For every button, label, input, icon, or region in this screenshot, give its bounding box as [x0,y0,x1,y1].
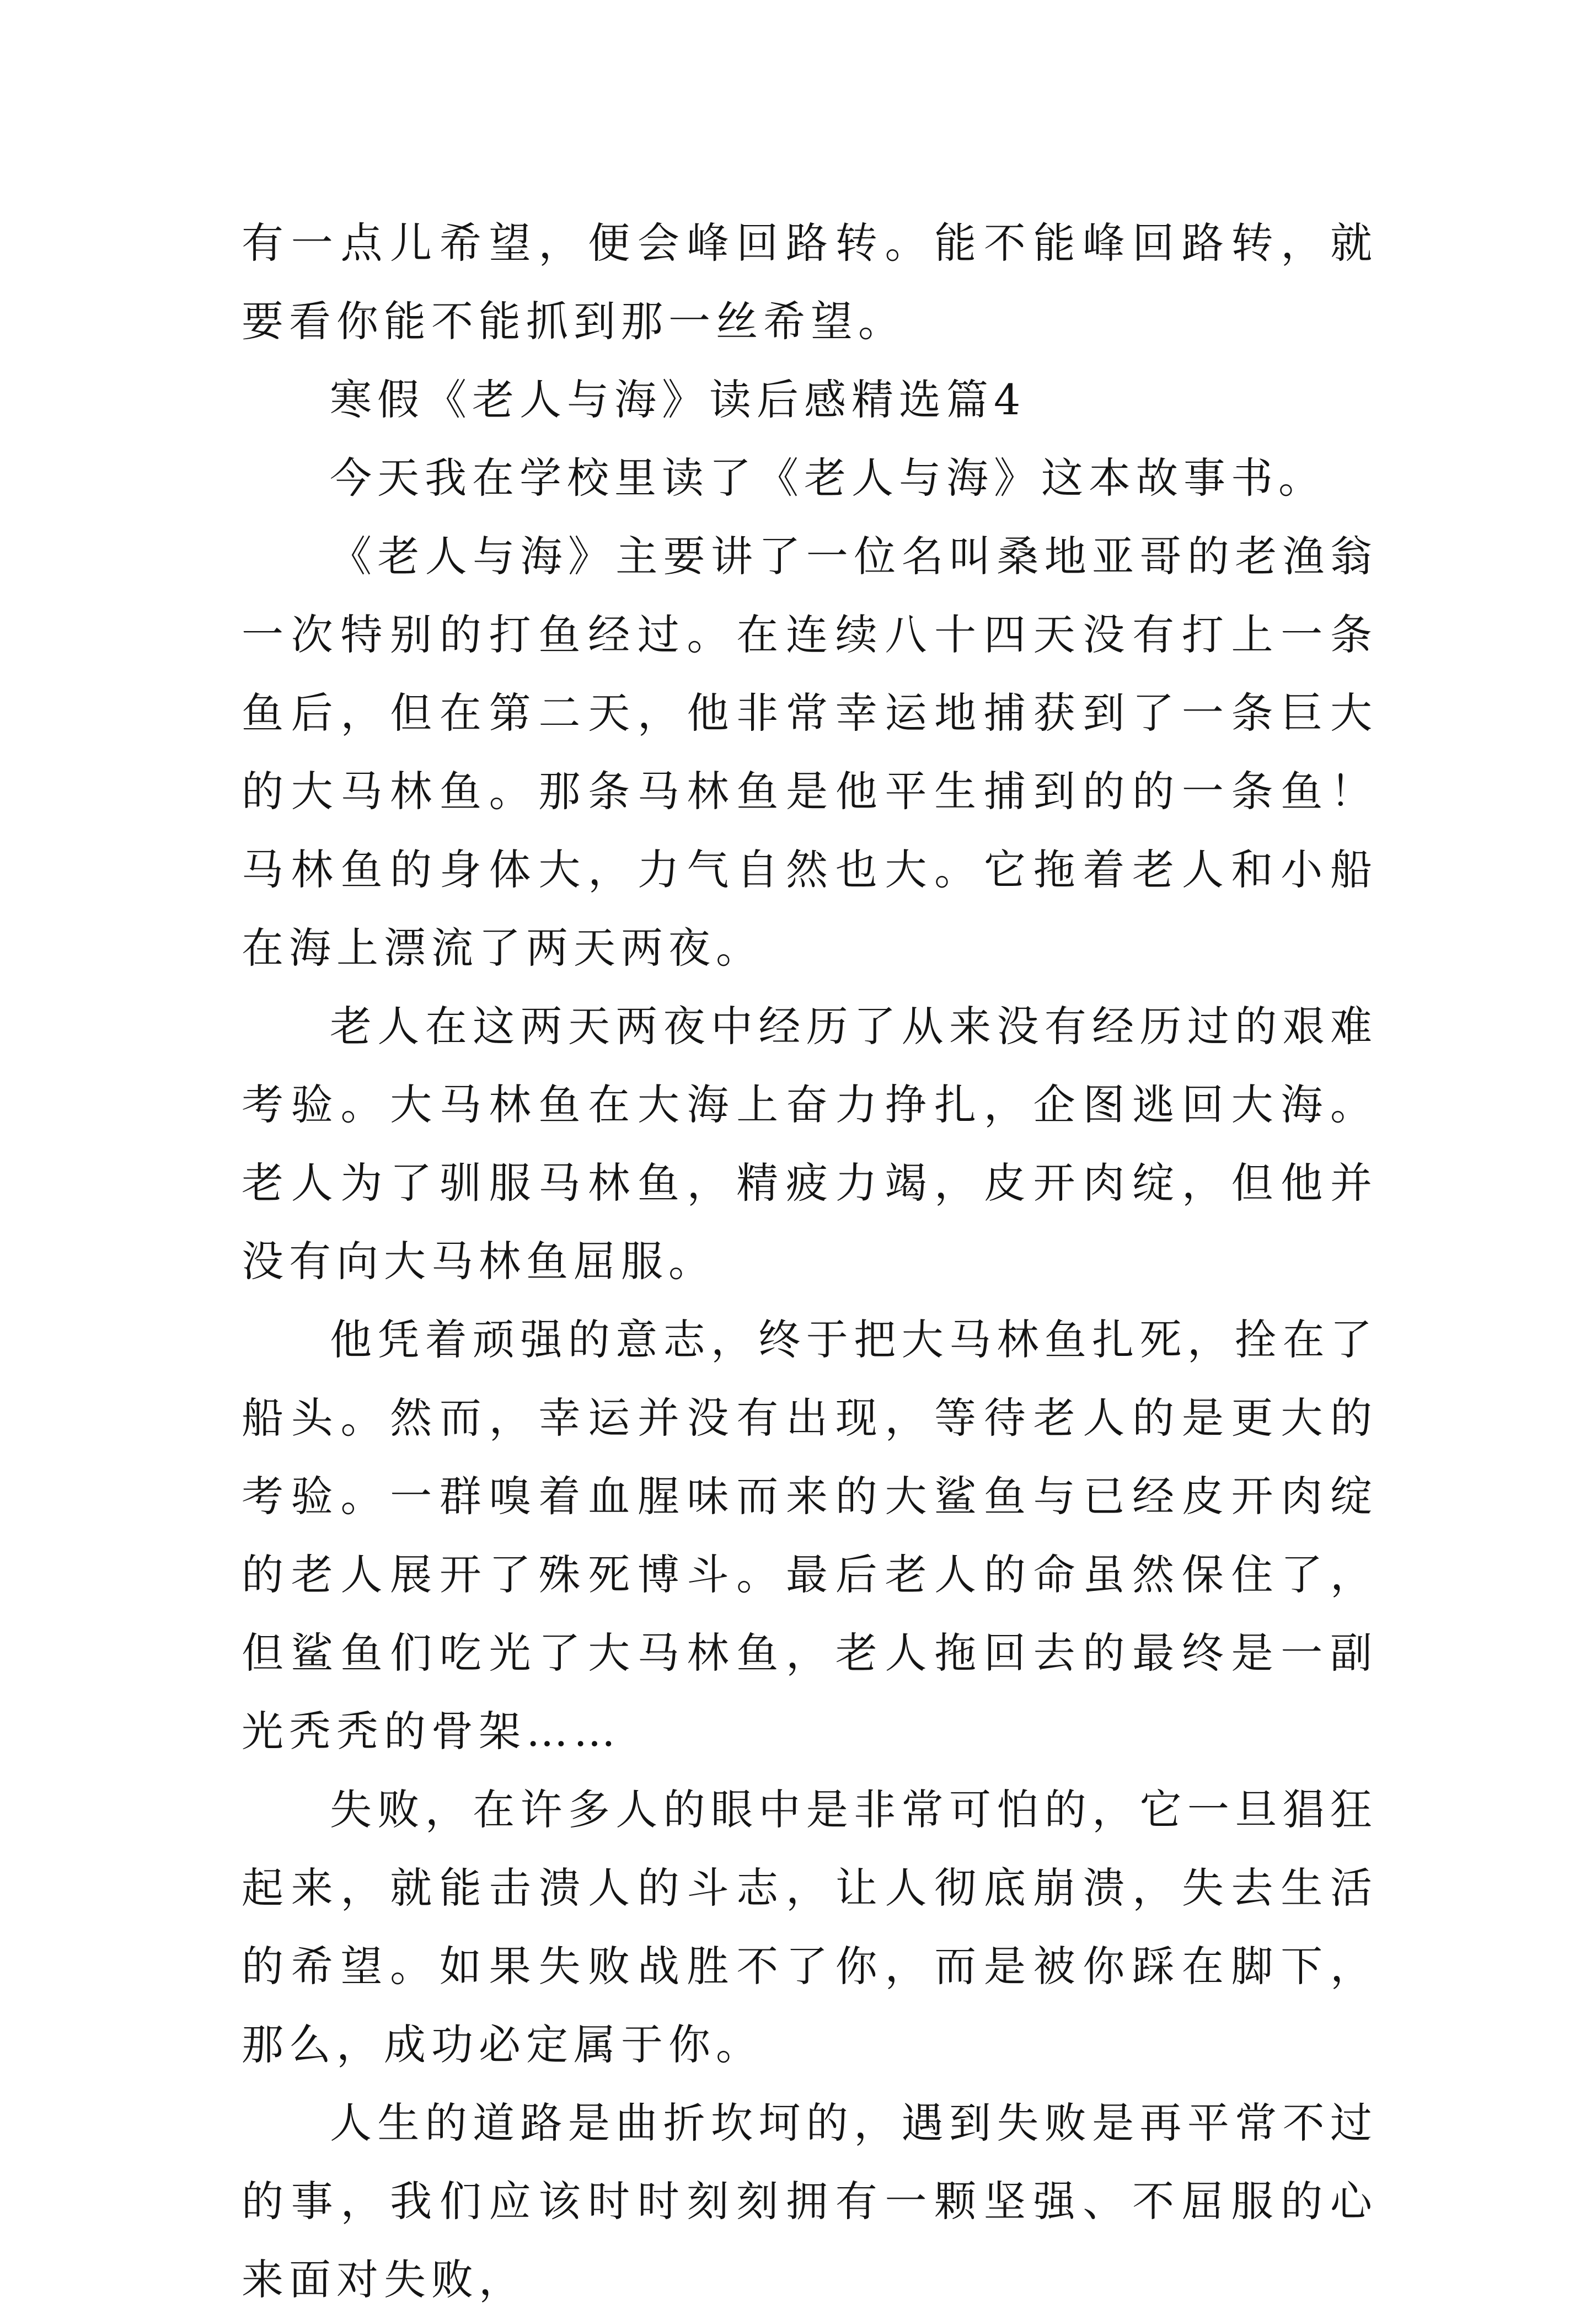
paragraph-5: 他凭着顽强的意志，终于把大马林鱼扎死，拴在了船头。然而，幸运并没有出现，等待老人的是更大的考验。一群嗅着血腥味而来的大鲨鱼与已经皮开肉绽的老人展开了殊死博斗。最后老人的命虽然保住了，但鲨鱼们吃光了大马林鱼，老人拖回去的最终是一副光秃秃的骨架…… [242,1315,1378,1756]
section-heading: 寒假《老人与海》读后感精选篇4 [330,375,1026,424]
document-body [242,204,1378,2319]
paragraph-1: 有一点儿希望，便会峰回路转。能不能峰回路转，就要看你能不能抓到那一丝希望。 [242,218,1378,346]
paragraph-2: 今天我在学校里读了《老人与海》这本故事书。 [330,453,1326,503]
paragraph-6: 失败，在许多人的眼中是非常可怕的，它一旦猖狂起来，就能击溃人的斗志，让人彻底崩溃，失去生活的希望。如果失败战胜不了你，而是被你踩在脚下，那么，成功必定属于你。 [242,1785,1378,2069]
paragraph-7: 人生的道路是曲折坎坷的，遇到失败是再平常不过的事，我们应该时时刻刻拥有一颗坚强、不屈服的心来面对失败， [242,2098,1378,2304]
paragraph-3: 《老人与海》主要讲了一位名叫桑地亚哥的老渔翁一次特别的打鱼经过。在连续八十四天没有打上一条鱼后，但在第二天，他非常幸运地捕获到了一条巨大的大马林鱼。那条马林鱼是他平生捕到的的一条鱼！马林鱼的身体大，力气自然也大。它拖着老人和小船在海上漂流了两天两夜。 [242,532,1378,973]
paragraph-4: 老人在这两天两夜中经历了从来没有经历过的艰难考验。大马林鱼在大海上奋力挣扎，企图逃回大海。老人为了驯服马林鱼，精疲力竭，皮开肉绽，但他并没有向大马林鱼屈服。 [242,1002,1378,1286]
